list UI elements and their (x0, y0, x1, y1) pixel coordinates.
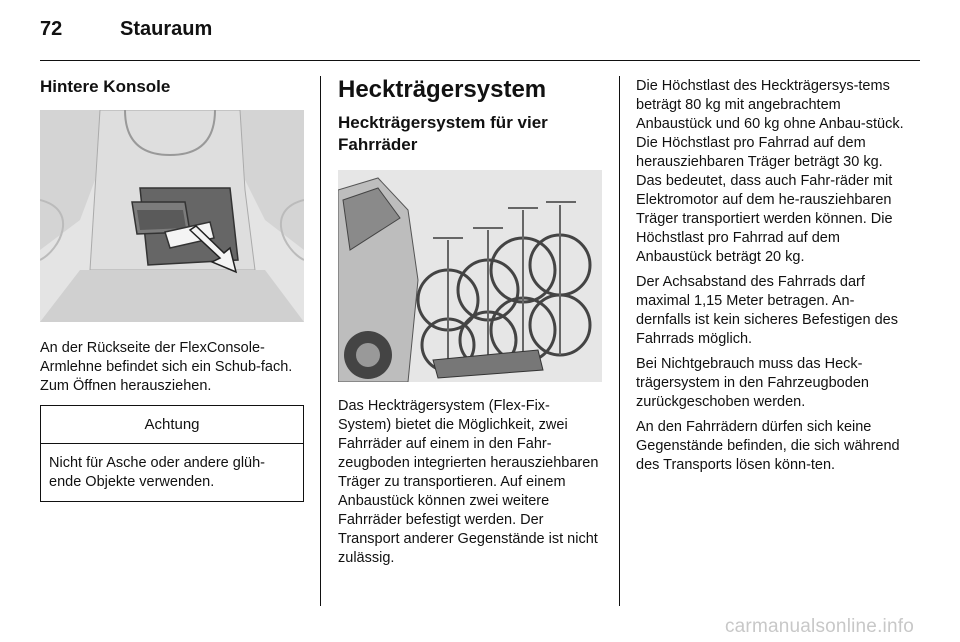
warning-box (40, 405, 304, 502)
watermark: carmanualsonline.info (724, 616, 914, 637)
rear-console-text: An der Rückseite der FlexConsole-Armlehne befindet sich ein Schub-fach. Zum Öffnen herausziehen. (40, 340, 293, 394)
left-column (40, 76, 304, 502)
section-heading-hintere-konsole: Hintere Konsole (40, 77, 171, 96)
warning-text: Nicht für Asche oder andere glüh-ende Objekte verwenden. (49, 455, 266, 490)
column-divider-1 (320, 76, 321, 606)
page-number: 72 (40, 18, 63, 40)
page-header (40, 18, 920, 60)
column-divider-2 (619, 76, 620, 606)
storage-paragraph: Bei Nichtgebrauch muss das Heck-trägersystem in den Fahrzeugboden zurückgeschoben werden. (636, 356, 869, 410)
right-column (636, 77, 904, 481)
section-heading-heckträgersystem: Heckträgersystem (338, 76, 547, 103)
figure-bike-carrier (338, 170, 602, 382)
axle-distance-paragraph: Der Achsabstand des Fahrrads darf maximal 1,15 Meter betragen. An-dernfalls ist kein sicheres Befestigen des Fahrrads möglich. (636, 274, 898, 347)
figure-rear-console (40, 110, 304, 322)
header-rule (40, 60, 920, 61)
loose-objects-paragraph: An den Fahrrädern dürfen sich keine Gegenstände befinden, die sich während des Transports lösen könn-ten. (636, 419, 900, 473)
max-load-paragraph: Die Höchstlast des Heckträgersys-tems beträgt 80 kg mit angebrachtem Anbaustück und 60 kg ohne Anbau-stück. Die Höchstlast pro Fahrrad auf dem herausziehbaren Träger beträgt 30 kg. Das bedeutet, dass auch Fahr-räder mit Elektromotor auf dem he-rausziehbaren Träger transportiert werden können. Die Höchstlast pro Fahrrad auf dem Anbaustück beträgt 20 kg. (636, 78, 904, 265)
subsection-heading-four-bikes: Heckträgersystem für vier Fahrräder (338, 113, 548, 154)
middle-column (338, 76, 602, 574)
warning-title: Achtung (41, 406, 303, 444)
bike-carrier-intro-text: Das Heckträgersystem (Flex-Fix-System) bietet die Möglichkeit, zwei Fahrräder auf einem in den Fahr-zeugboden integrierten herausziehbaren Träger zu transportieren. Auf einem Anbaustück können zwei weitere Fahrräder befestigt werden. Der Transport anderer Gegenstände ist nicht zulässig. (338, 398, 599, 566)
running-title: Stauraum (120, 18, 213, 40)
